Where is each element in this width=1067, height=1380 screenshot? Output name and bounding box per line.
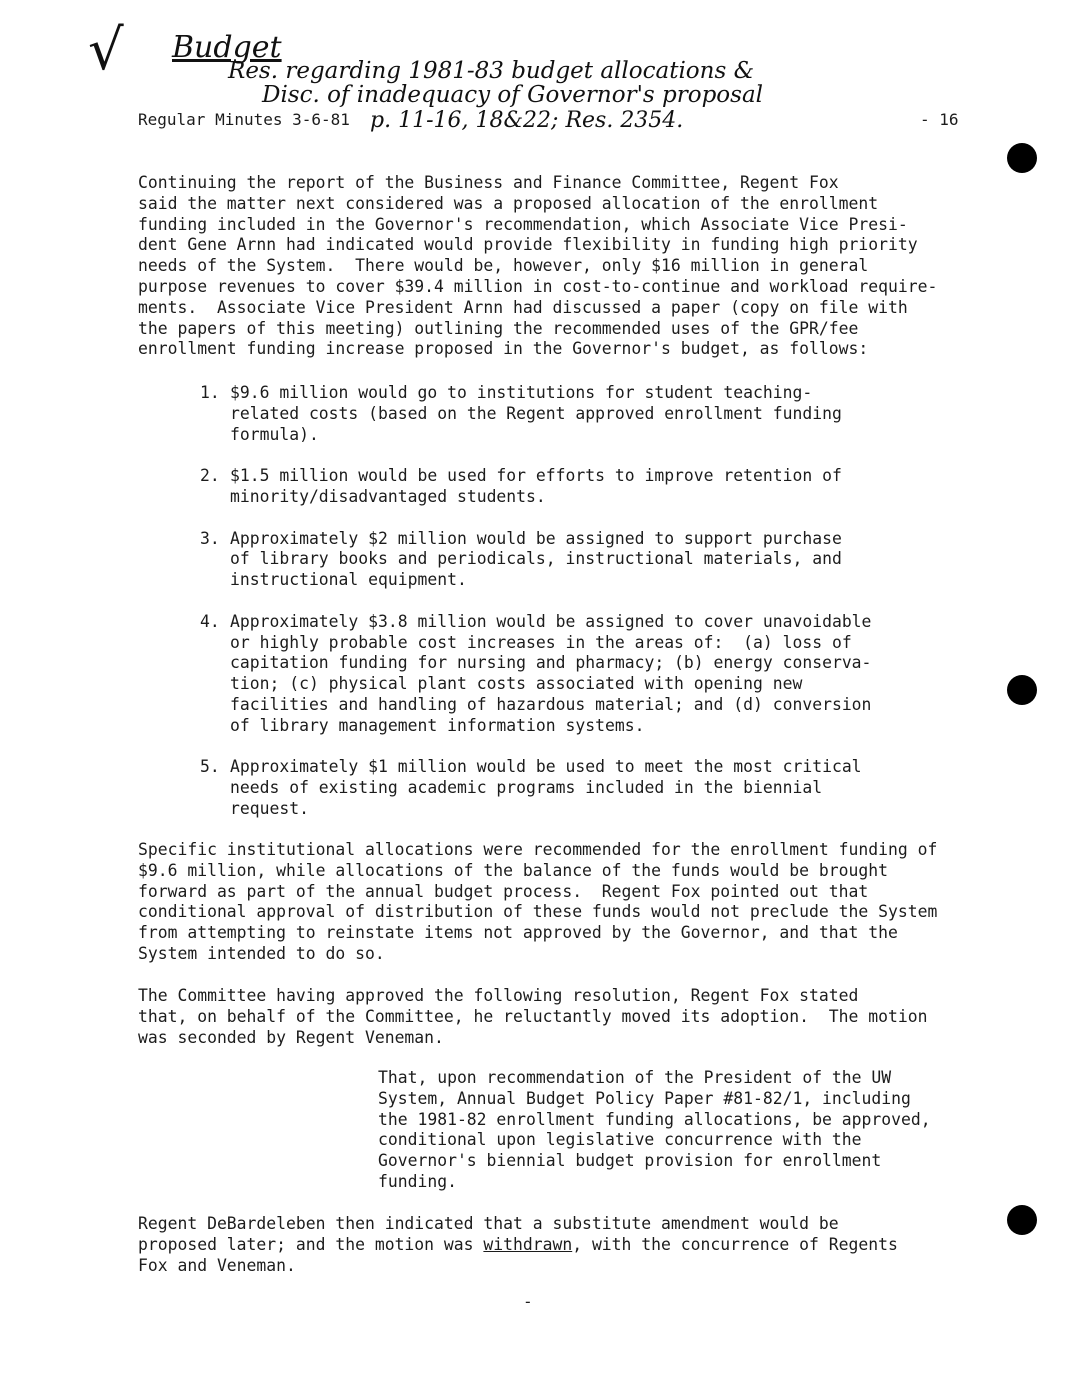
- paragraph-intro: Continuing the report of the Business and Finance Committee, Regent Fox said the matter next considered was a proposed allocation of the enrollment funding included in the Governor's recommendation, which Associate Vice Presi- dent Gene Arnn had indicated would provide flexibility in funding high priority needs of the System. There would be, however, only $16 million in general purpose revenues to cover $39.4 million in cost-to-continue and workload require- ments. Associate Vice President Arnn had discussed a paper (copy on file with the papers of this meeting) outlining the recommended uses of the GPR/fee enrollment funding increase proposed in the Governor's budget, as follows:: [138, 173, 938, 359]
- handwritten-note-line-1: Res. regarding 1981-83 budget allocations &: [228, 58, 755, 84]
- list-item: [138, 383, 928, 445]
- list-item-number: 3.: [200, 528, 220, 548]
- handwritten-budget-label: Budget: [172, 30, 282, 65]
- list-item-text: Approximately $3.8 million would be assigned to cover unavoidable or highly probable cost increases in the areas of: (a) loss of capitation funding for nursing and pharmacy; (b) energy conserva- tion; (c) physical plant costs associated with opening new facilities and handling of hazardous material; and (d) conversion of library management information systems.: [230, 611, 872, 735]
- punch-hole-bottom: [1007, 1205, 1037, 1235]
- paragraph-motion: The Committee having approved the following resolution, Regent Fox stated that, on behalf of the Committee, he reluctantly moved its adoption. The motion was seconded by Regent Veneman.: [138, 986, 928, 1047]
- list-item: [138, 757, 928, 819]
- handwritten-checkmark: √: [88, 18, 124, 83]
- footer-dash: -: [523, 1292, 533, 1311]
- list-item-text: $1.5 million would be used for efforts to improve retention of minority/disadvantaged students.: [230, 466, 842, 506]
- punch-hole-top: [1007, 143, 1037, 173]
- list-item-number: 4.: [200, 611, 220, 631]
- withdrawal-text-after: , with the concurrence of Regents Fox and Veneman.: [138, 1234, 898, 1275]
- handwritten-note-line-3: p. 11-16, 18&22; Res. 2354.: [370, 108, 684, 133]
- list-item-number: 1.: [200, 383, 220, 402]
- paragraph-allocations: Specific institutional allocations were recommended for the enrollment funding of $9.6 million, while allocations of the balance of the funds would be brought forward as part of the annual budget process. Regent Fox pointed out that conditional approval of distribution of these funds would not preclude the System from attempting to reinstate items not approved by the Governor, and that the System intended to do so.: [138, 840, 938, 963]
- punch-hole-middle: [1007, 675, 1037, 705]
- handwritten-note-line-2: Disc. of inadequacy of Governor's proposal: [262, 82, 764, 108]
- list-item: [138, 612, 928, 737]
- header-minutes-date: Regular Minutes 3-6-81: [138, 110, 350, 129]
- page-number: - 16: [920, 110, 959, 129]
- paragraph-withdrawal: [138, 1214, 988, 1276]
- resolution-text: That, upon recommendation of the President of the UW System, Annual Budget Policy Paper #81-82/1, including the 1981-82 enrollment funding allocations, be approved, conditional upon legislative concurrence with the Governor's biennial budget provision for enrollment funding.: [378, 1068, 931, 1191]
- list-item-number: 2.: [200, 466, 220, 486]
- withdrawal-text-before: Regent DeBardeleben then indicated that a substitute amendment would be proposed later; and the motion was: [138, 1214, 839, 1254]
- list-item: [138, 529, 928, 591]
- list-item-text: Approximately $2 million would be assigned to support purchase of library books and periodicals, instructional materials, and instructional equipment.: [230, 528, 842, 590]
- withdrawn-underlined: withdrawn: [483, 1234, 573, 1254]
- list-item-number: 5.: [200, 757, 220, 777]
- list-item-text: Approximately $1 million would be used to meet the most critical needs of existing academic programs included in the biennial request.: [230, 757, 862, 818]
- list-item: [138, 466, 928, 508]
- list-item-text: $9.6 million would go to institutions for student teaching- related costs (based on the Regent approved enrollment funding formula).: [230, 383, 842, 444]
- allocation-list: [138, 383, 928, 841]
